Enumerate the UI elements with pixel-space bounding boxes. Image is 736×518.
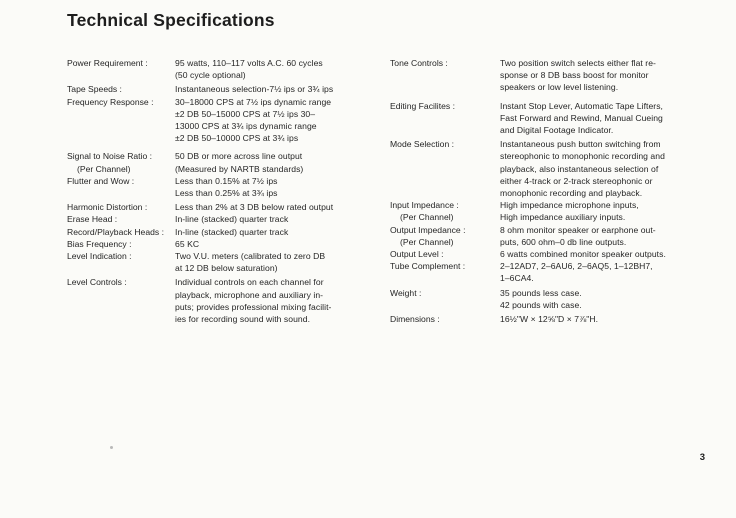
left-spec-column [67, 57, 353, 325]
spec-label-subline: (Per Channel) [400, 236, 454, 247]
spec-label-line: Bias Frequency : [67, 238, 132, 249]
spec-value-line: (Measured by NARTB standards) [175, 163, 304, 174]
spec-label-line: Tape Speeds : [67, 84, 122, 95]
spec-label [390, 260, 500, 272]
spec-value-line: and Digital Footage Indicator. [500, 125, 614, 136]
spec-value-line: High impedance auxiliary inputs. [500, 212, 626, 223]
spec-value [500, 100, 663, 137]
spec-label-line: Mode Selection : [390, 139, 455, 150]
spec-value-line: 42 pounds with case. [500, 299, 582, 310]
spec-row-power-requirement [67, 57, 353, 81]
spec-label-line: Input Impedance : [390, 200, 459, 211]
spec-label [390, 287, 500, 299]
spec-value [500, 138, 665, 199]
spec-value-line: at 12 DB below saturation) [175, 263, 278, 274]
spec-value-line: High impedance microphone inputs, [500, 200, 639, 211]
spec-row-editing-facilites [390, 100, 663, 137]
spec-row-output-impedance [390, 224, 656, 248]
spec-value [175, 226, 353, 238]
spec-value-line: ±2 DB 50–10000 CPS at 3¾ ips [175, 133, 299, 144]
spec-value-line: stereophonic to monophonic recording and [500, 151, 665, 162]
spec-label-line: Frequency Response : [67, 96, 154, 107]
spec-value-line: Less than 0.25% at 3¾ ips [175, 188, 278, 199]
spec-value-line: puts, 600 ohm–0 db line outputs. [500, 236, 627, 247]
spec-value [175, 96, 353, 145]
spec-label [67, 276, 175, 288]
spec-value-line: Individual controls on each channel for [175, 277, 324, 288]
spec-value-line: either 4-track or 2-track stereophonic or [500, 175, 653, 186]
spec-value-line: sponse or 8 DB bass boost for monitor [500, 70, 649, 81]
spec-value-line: Less than 2% at 3 DB below rated output [175, 202, 334, 213]
spec-label-line: Erase Head : [67, 214, 118, 225]
spec-label-line: Signal to Noise Ratio : [67, 151, 153, 162]
spec-value-line: (50 cycle optional) [175, 70, 246, 81]
spec-value-line: puts; provides professional mixing facilit- [175, 301, 332, 312]
spec-value-line: 65 KC [175, 238, 200, 249]
spec-value-line: Two V.U. meters (calibrated to zero DB [175, 251, 326, 262]
spec-row-signal-to-noise [67, 150, 353, 174]
spec-value-line: 50 DB or more across line output [175, 151, 303, 162]
spec-value-line: playback, also instantaneous selection of [500, 163, 659, 174]
spec-label-line: Output Impedance : [390, 224, 466, 235]
spec-label [390, 248, 500, 260]
spec-value-line: In-line (stacked) quarter track [175, 226, 289, 237]
spec-label [67, 150, 175, 174]
spec-row-harmonic-distortion [67, 201, 353, 213]
spec-value [500, 313, 640, 325]
spec-value-line: monophonic recording and playback. [500, 188, 643, 199]
spec-row-output-level [390, 248, 666, 260]
spec-row-input-impedance [390, 199, 640, 223]
spec-label-line: Flutter and Wow : [67, 175, 135, 186]
spec-value-line: playback, microphone and auxiliary in- [175, 289, 324, 300]
spec-value-line: ±2 DB 50–15000 CPS at 7½ ips 30– [175, 108, 316, 119]
spec-value [500, 57, 656, 94]
spec-label [390, 313, 500, 325]
spec-value-line: Two position switch selects either flat re- [500, 58, 656, 68]
spec-value-line: 6 watts combined monitor speaker outputs. [500, 249, 666, 260]
spec-value [175, 201, 353, 213]
spec-label [390, 199, 500, 223]
page-number: 3 [699, 452, 705, 463]
spec-label-line: Dimensions : [390, 314, 440, 325]
spec-row-weight [390, 287, 640, 311]
spec-value-line: 35 pounds less case. [500, 287, 582, 298]
spec-row-level-controls [67, 276, 353, 325]
spec-value-line: Fast Forward and Rewind, Manual Cueing [500, 112, 663, 123]
spec-value-line: 16½"W × 12⅝"D × 7⅞"H. [500, 314, 599, 325]
spec-label-subline: (Per Channel) [400, 212, 454, 223]
spec-value-line: ies for recording sound with sound. [175, 314, 311, 325]
spec-label-line: Power Requirement : [67, 58, 148, 68]
spec-value [175, 57, 353, 81]
spec-row-tone-controls [390, 57, 656, 94]
spec-value [500, 224, 656, 248]
spec-row-tape-speeds [67, 83, 353, 95]
spec-label [67, 201, 175, 213]
spec-label-line: Weight : [390, 287, 422, 298]
spec-value-line: Instant Stop Lever, Automatic Tape Lifters, [500, 100, 663, 111]
spec-value [175, 213, 353, 225]
spec-row-mode-selection [390, 138, 665, 199]
spec-label [67, 96, 175, 108]
spec-label-line: Tone Controls : [390, 58, 448, 68]
spec-label-line: Level Controls : [67, 277, 127, 288]
spec-row-dimensions [390, 313, 640, 325]
spec-value-line: 30–18000 CPS at 7½ ips dynamic range [175, 96, 332, 107]
spec-label [67, 226, 175, 238]
spec-row-record-playback-heads [67, 226, 353, 238]
spec-value-line: 95 watts, 110–117 volts A.C. 60 cycles [175, 58, 323, 68]
spec-row-flutter-and-wow [67, 175, 353, 199]
spec-label [67, 175, 175, 187]
spec-value [175, 276, 353, 325]
spec-value-line: 2–12AD7, 2–6AU6, 2–6AQ5, 1–12BH7, [500, 261, 653, 272]
spec-label [390, 138, 500, 150]
spec-row-tube-complement [390, 260, 653, 284]
spec-value [175, 175, 353, 199]
spec-label-line: Record/Playback Heads : [67, 226, 164, 237]
spec-label [390, 224, 500, 248]
spec-label [67, 238, 175, 250]
spec-value [175, 83, 353, 95]
spec-value [175, 150, 353, 174]
spec-row-erase-head [67, 213, 353, 225]
page-title: Technical Specifications [67, 10, 275, 30]
spec-value-line: Less than 0.15% at 7½ ips [175, 175, 278, 186]
spec-label-line: Output Level : [390, 249, 444, 260]
spec-label [390, 100, 500, 112]
spec-label-subline: (Per Channel) [77, 163, 131, 174]
spec-label-line: Level Indication : [67, 251, 132, 262]
spec-value [175, 250, 353, 274]
spec-row-bias-frequency [67, 238, 353, 250]
spec-value-line: 8 ohm monitor speaker or earphone out- [500, 224, 656, 235]
spec-value-line: In-line (stacked) quarter track [175, 214, 289, 225]
spec-value [500, 260, 653, 284]
spec-value-line: Instantaneous push button switching from [500, 139, 661, 150]
spec-label-line: Tube Complement : [390, 261, 466, 272]
spec-row-level-indication [67, 250, 353, 274]
spec-label [67, 250, 175, 262]
spec-row-frequency-response [67, 96, 353, 145]
spec-label [67, 57, 175, 69]
spec-value [500, 199, 640, 223]
paper-speck [110, 446, 113, 449]
spec-label [390, 57, 500, 69]
spec-value-line: 13000 CPS at 3¾ ips dynamic range [175, 121, 317, 132]
spec-label [67, 213, 175, 225]
spec-label-line: Editing Facilites : [390, 100, 455, 111]
spec-value [175, 238, 353, 250]
spec-value [500, 287, 640, 311]
spec-label-line: Harmonic Distortion : [67, 202, 148, 213]
spec-label [67, 83, 175, 95]
right-spec-column [390, 57, 666, 325]
spec-value-line: speakers or low level listening. [500, 82, 619, 93]
spec-value [500, 248, 666, 260]
spec-value-line: Instantaneous selection-7½ ips or 3¾ ips [175, 84, 334, 95]
spec-value-line: 1–6CA4. [500, 273, 534, 284]
